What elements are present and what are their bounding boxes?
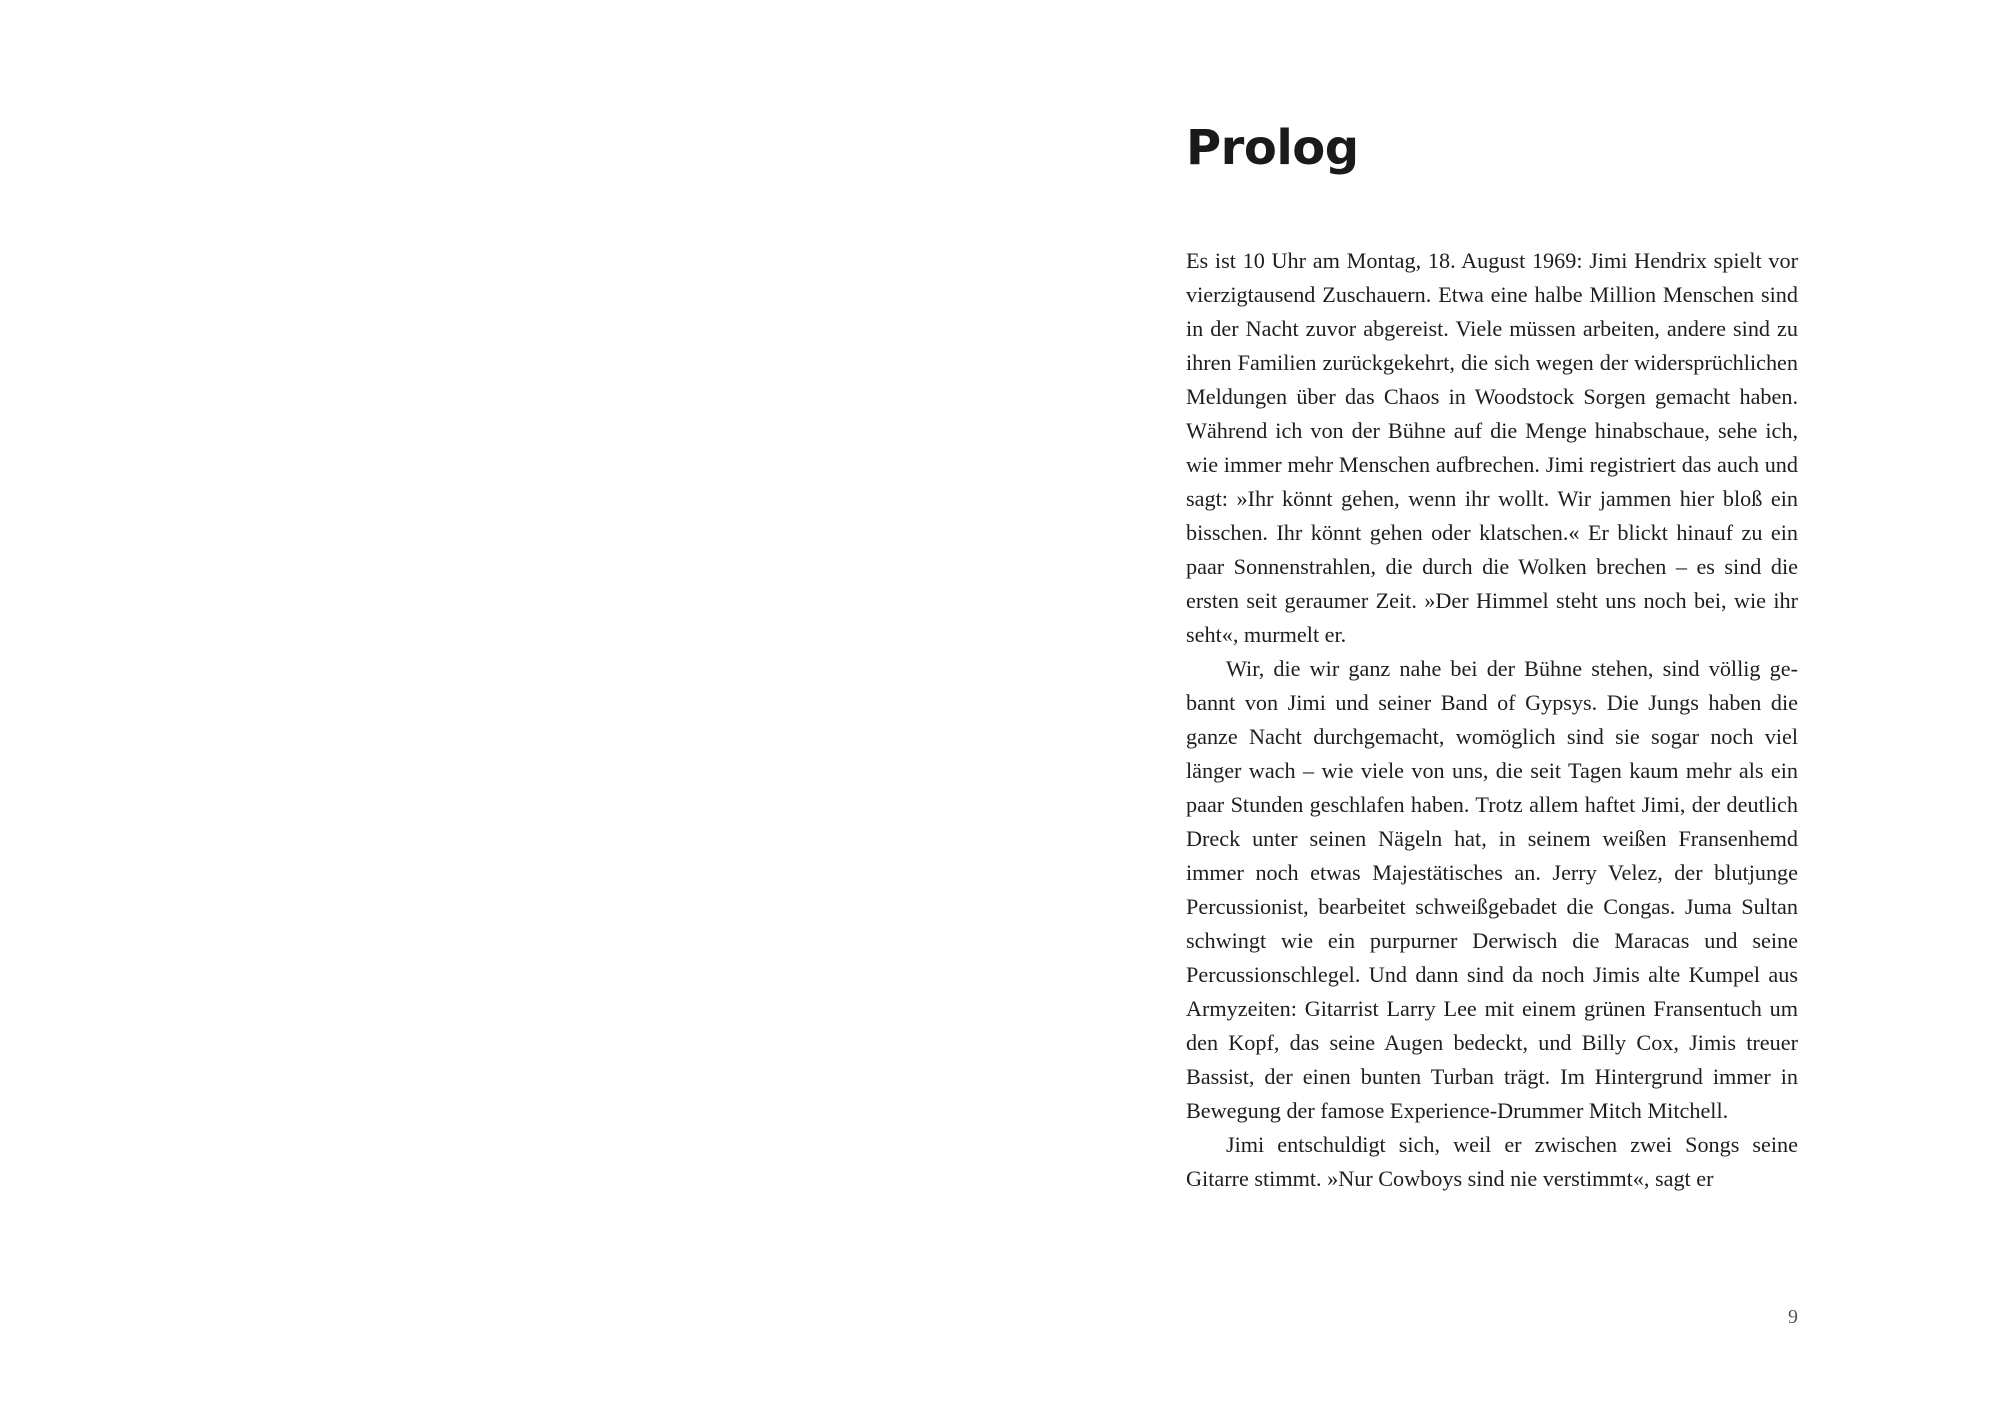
chapter-title: Prolog bbox=[1186, 120, 1359, 176]
paragraph-2: Wir, die wir ganz nahe bei der Bühne stehen, sind völlig gebannt von Jimi und seiner Band of Gypsys. Die Jungs haben die ganze Nacht durchgemacht, womöglich sind sie sogar noch viel länger wach – wie viele von uns, die seit Tagen kaum mehr als ein paar Stunden geschlafen haben. Trotz allem haftet Jimi, der deutlich Dreck unter seinen Nägeln hat, in seinem weißen Fransenhemd immer noch etwas Majestätisches an. Jerry Velez, der blutjunge Percussionist, bearbeitet schweißgebadet die Congas. Juma Sultan schwingt wie ein purpurner Derwisch die Maracas und seine Percussionschlegel. Und dann sind da noch Jimis alte Kumpel aus Armyzeiten: Gitarrist Larry Lee mit einem grünen Fransentuch um den Kopf, das seine Augen bedeckt, und Billy Cox, Jimis treuer Bassist, der einen bunten Turban trägt. Im Hintergrund immer in Bewegung der famose Experience-Drummer Mitch Mitchell. bbox=[1186, 656, 1798, 1123]
body-text bbox=[1186, 244, 1798, 1234]
page-number: 9 bbox=[1788, 1306, 1798, 1328]
right-page bbox=[1000, 0, 2000, 1414]
paragraph-3: Jimi entschuldigt sich, weil er zwischen zwei Songs seine Gitarre stimmt. »Nur Cowboys sind nie verstimmt«, sagt er bbox=[1186, 1132, 1798, 1191]
paragraph-1: Es ist 10 Uhr am Montag, 18. August 1969: Jimi Hendrix spielt vor vierzigtausend Zuschauern. Etwa eine halbe Million Menschen sind in der Nacht zuvor abgereist. Viele müssen arbeiten, andere sind zu ihren Familien zurückgekehrt, die sich wegen der widersprüchlichen Meldungen über das Chaos in Woodstock Sorgen gemacht haben. Während ich von der Bühne auf die Menge hinabschaue, sehe ich, wie immer mehr Menschen aufbrechen. Jimi registriert das auch und sagt: »Ihr könnt gehen, wenn ihr wollt. Wir jammen hier bloß ein bisschen. Ihr könnt gehen oder klatschen.« Er blickt hinauf zu ein paar Sonnenstrahlen, die durch die Wolken brechen – es sind die ersten seit geraumer Zeit. »Der Himmel steht uns noch bei, wie ihr seht«, murmelt er. bbox=[1186, 248, 1798, 647]
